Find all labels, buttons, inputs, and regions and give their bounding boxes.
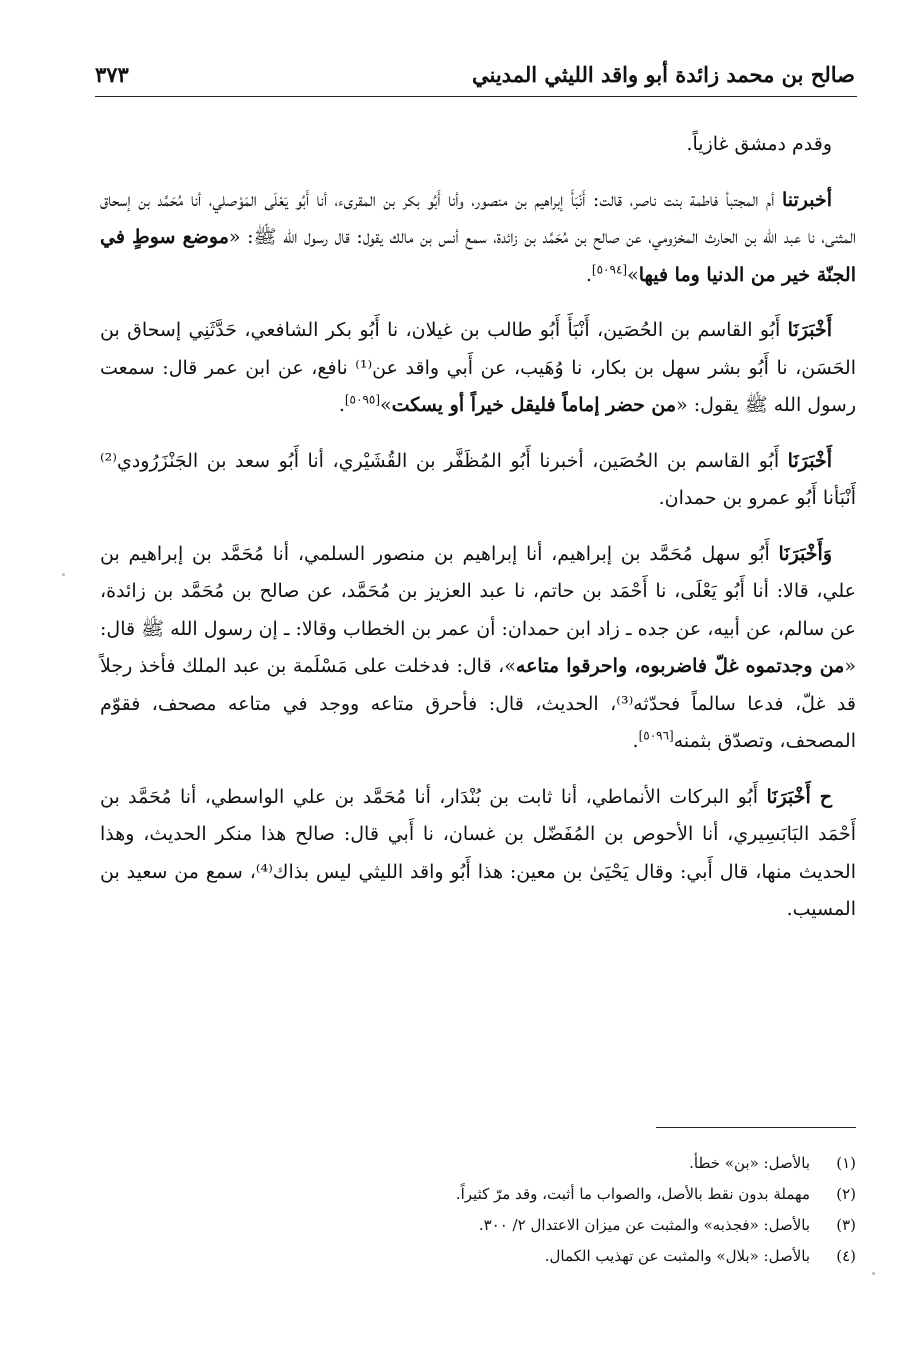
footnote-number: (٤) [836, 1247, 856, 1265]
paragraph-end: . [632, 730, 639, 752]
paragraph-after: »، قال: فدخلت على مَسْلَمة بن عبد الملك فأخذ رجلاً قد غلّ، فدعا سالماً فحدّثه⁽³⁾، الحديث، قال: فأحرق متاعه ووجد في متاعه مصحف، فقوّم المصحف، وتصدّق بثمنه [100, 655, 856, 752]
hadith-quote: موضع سوطٍ في الجنّة خير من الدنيا وما فيها [100, 226, 856, 286]
hadith-quote: من وجدتموه غلّ فاضربوه، واحرقوا متاعه [515, 655, 845, 677]
paragraph-after: » [627, 263, 639, 286]
paragraph-lead: أَخْبَرَنَا [787, 319, 832, 341]
footnote-number: (١) [836, 1154, 856, 1172]
paragraph-lead: ح أَخْبَرَنَا [766, 785, 832, 808]
paragraph-text: أم المجتبأ فاطمة بنت ناصر، قالت: أَنْبَأَ إبراهيم بن منصور، وأنا أَبُو بكر بن المقرىء، أنا أَبُو يَعْلَى المَوْصلي، أنا مُحَمَّد بن إسحاق المثنى، نا عبد اللّٰه بن الحارث المخزومي، عن صالح بن مُحَمَّد بن زائدة، سمع أنس بن مالك يقول: قال رسول الله ﷺ: « [100, 188, 856, 248]
footnote-number: (٣) [836, 1216, 856, 1234]
hadith-number: [٥٠٩٤] [591, 262, 628, 277]
paragraph-lead: أَخْبَرَنَا [787, 449, 832, 472]
paragraph-after: » [380, 394, 392, 416]
footnote-text: بالأصل: «بلال» والمثبت عن تهذيب الكمال. [544, 1247, 810, 1265]
paragraph-6 [100, 779, 856, 929]
paragraph-lead: أخبرتنا [781, 188, 832, 211]
paragraph-2 [100, 182, 856, 295]
footnote-2 [100, 1179, 856, 1210]
hadith-number: [٥٠٩٦] [638, 728, 674, 743]
hadith-quote: من حضر إماماً فليقل خيراً أو يسكت [391, 394, 677, 416]
paragraph-text: أَبُو سهل مُحَمَّد بن إبراهيم، أنا إبراهيم بن منصور السلمي، أنا مُحَمَّد بن إبراهيم بن علي، قالا: أنا أَبُو يَعْلَى، نا أَحْمَد بن حاتم، نا عبد العزيز بن مُحَمَّد، عن صالح بن مُحَمَّد بن زائدة، عن سالم، عن أبيه، عن جده ـ زاد ابن حمدان: أن عمر بن الخطاب وقالا: ـ إن رسول الله ﷺ قال: « [100, 542, 856, 677]
footnote-4 [100, 1241, 856, 1272]
running-header [95, 60, 855, 94]
footnote-text: بالأصل: «بن» خطأ. [689, 1154, 810, 1172]
footnote-text: بالأصل: «فجذبه» والمثبت عن ميزان الاعتدال ٢/ ٣٠٠. [478, 1216, 810, 1234]
paragraph-1 [100, 126, 856, 164]
scan-speck [872, 1272, 875, 1275]
footnote-number: (٢) [836, 1185, 856, 1203]
paragraph-3 [100, 312, 856, 425]
paragraph-end: . [338, 394, 345, 416]
paragraph-end: . [585, 263, 592, 286]
footnotes [100, 1148, 856, 1272]
hadith-number: [٥٠٩٥] [344, 392, 381, 407]
header-title: صالح بن محمد زائدة أبو واقد الليثي المديني [471, 62, 855, 87]
scan-speck [62, 573, 65, 576]
paragraph-lead: وَأَخْبَرَنَا [778, 542, 832, 565]
paragraph-5 [100, 536, 856, 761]
paragraph-4 [100, 443, 856, 518]
page-number: ٣٧٣ [95, 62, 129, 87]
footnote-1 [100, 1148, 856, 1179]
paragraph-text: وقدم دمشق غازياً. [686, 133, 832, 155]
footnote-rule [656, 1127, 856, 1128]
footnote-3 [100, 1210, 856, 1241]
header-rule [95, 96, 857, 97]
main-text [100, 126, 856, 947]
paragraph-text: أَبُو البركات الأنماطي، أنا ثابت بن بُنْدَار، أنا مُحَمَّد بن علي الواسطي، أنا مُحَمَّد بن أَحْمَد البَابَسِيري، أنا الأحوص بن المُفَضّل بن غسان، نا أَبي قال: صالح هذا منكر الحديث، وهذا الحديث منها، قال أَبي: وقال يَحْيَىٰ بن معين: هذا أَبُو واقد الليثي ليس بذاك⁽⁴⁾، سمع من سعيد بن المسيب. [100, 785, 856, 920]
footnote-text: مهملة بدون نقط بالأصل، والصواب ما أثبت، وقد مرّ كثيراً. [455, 1185, 810, 1203]
paragraph-text: أَبُو القاسم بن الحُصَين، أخبرنا أَبُو المُظَفَّر بن القُشَيْري، أنا أَبُو سعد بن الجَنْزَرُودي⁽²⁾ أَنْبَأنا أَبُو عمرو بن حمدان. [100, 449, 856, 509]
paragraph-text: أَبُو القاسم بن الحُصَين، أَنْبَأَ أَبُو طالب بن غيلان، نا أَبُو بكر الشافعي، حَدَّثَنِي إسحاق بن الحَسَن، نا أَبُو بشر سهل بن بكار، نا وُهَيب، عن أَبي واقد عن⁽¹⁾ نافع، عن ابن عمر قال: سمعت رسول الله ﷺ يقول: « [100, 319, 856, 416]
